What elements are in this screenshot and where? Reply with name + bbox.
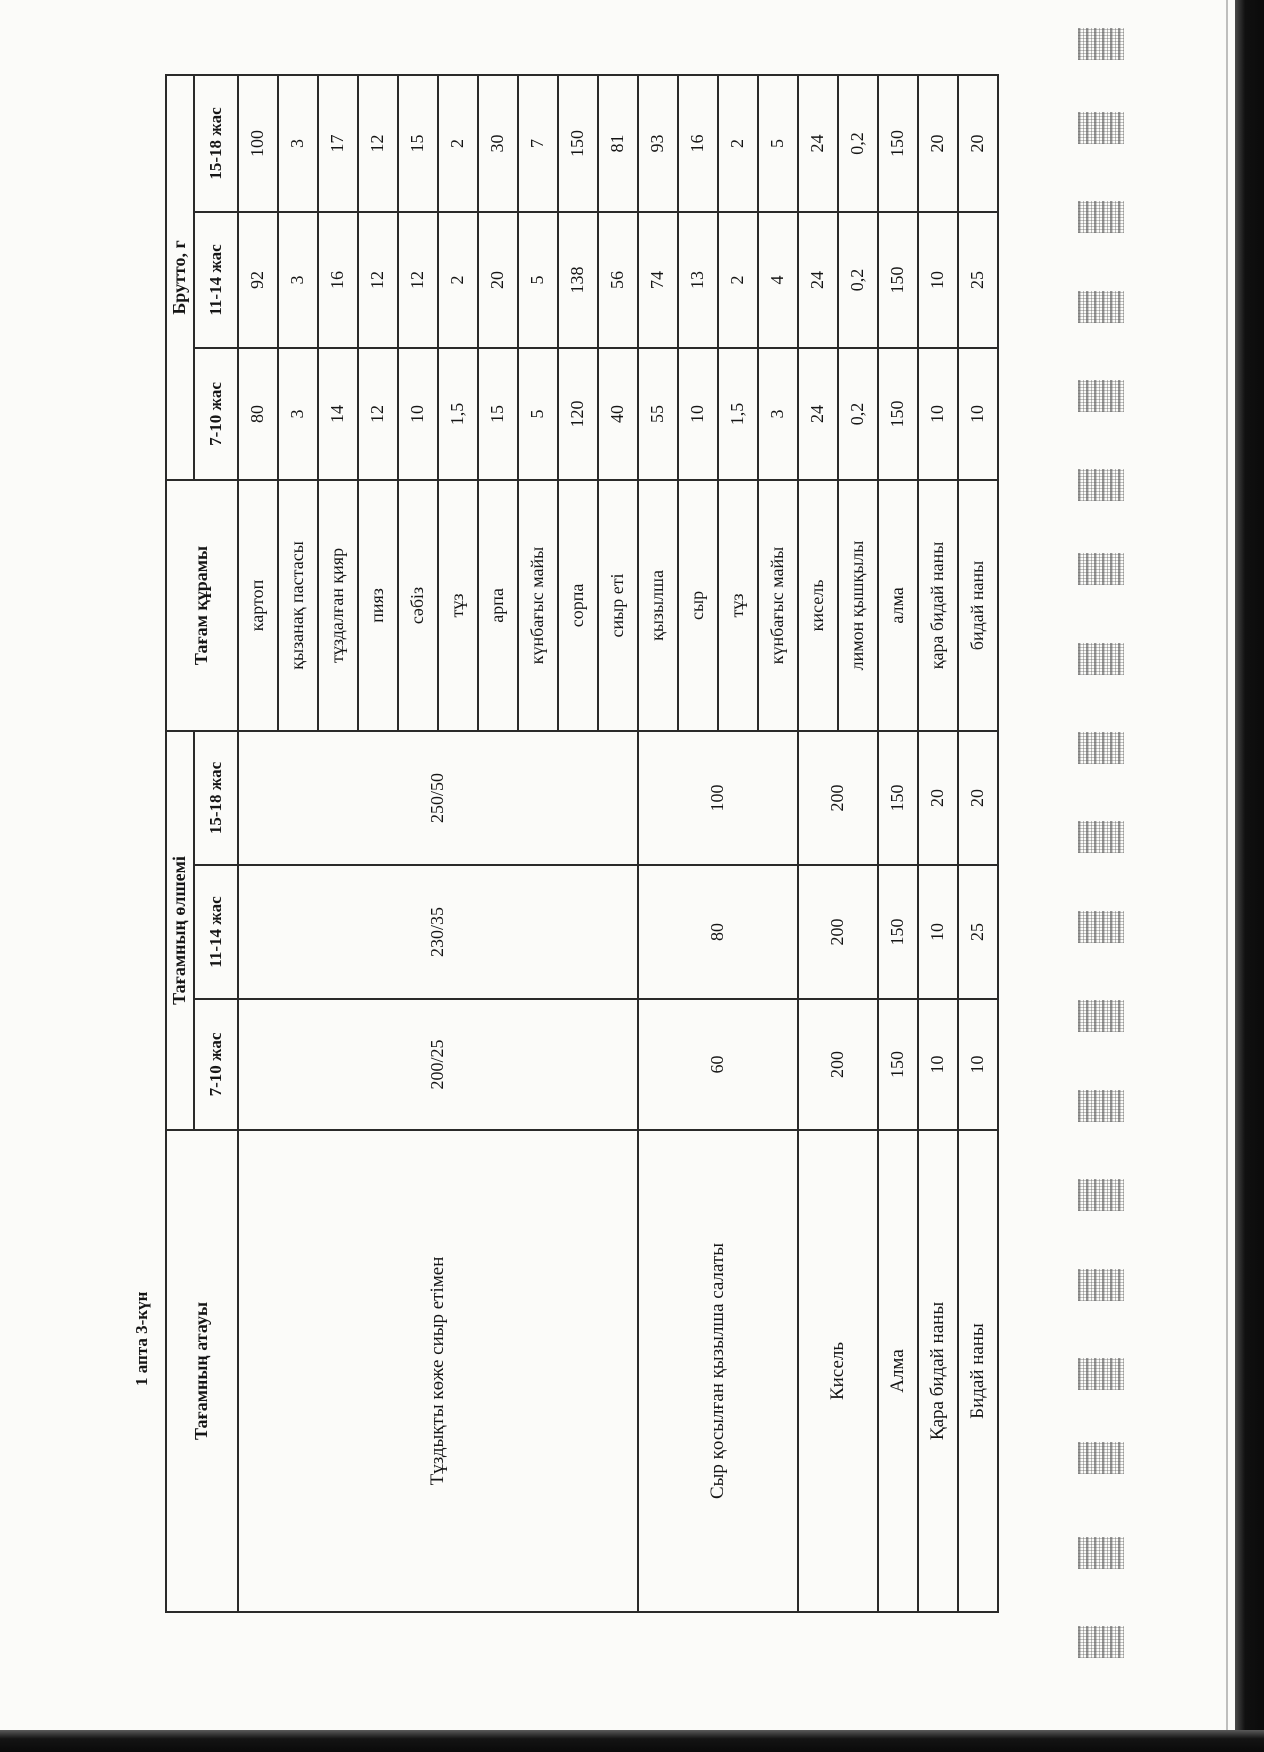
- ingredient-name: сәбіз: [398, 480, 438, 731]
- ingredient-name: күнбағыс майы: [758, 480, 798, 731]
- portion-size: 200: [798, 731, 878, 865]
- brutto-value: 3: [278, 75, 318, 212]
- ingredient-name: қызанақ пастасы: [278, 480, 318, 731]
- header-row: [166, 75, 194, 1612]
- header-brutto-age-7-10: 7-10 жас: [194, 348, 238, 480]
- brutto-value: 25: [958, 212, 998, 348]
- header-composition: Тағам құрамы: [166, 480, 238, 731]
- table-row: [878, 75, 918, 1612]
- binding-mark: [1078, 1358, 1124, 1390]
- ingredient-name: арпа: [478, 480, 518, 731]
- dish-name: Кисель: [798, 1130, 878, 1612]
- ingredient-name: сиыр еті: [598, 480, 638, 731]
- brutto-value: 81: [598, 75, 638, 212]
- brutto-value: 4: [758, 212, 798, 348]
- binding-mark: [1078, 1000, 1124, 1032]
- header-brutto-age-15-18: 15-18 жас: [194, 75, 238, 212]
- binding-mark: [1078, 1626, 1124, 1658]
- dish-name: Сыр қосылған қызылша салаты: [638, 1130, 798, 1612]
- brutto-value: 3: [278, 348, 318, 480]
- portion-size: 200: [798, 999, 878, 1130]
- brutto-value: 2: [438, 212, 478, 348]
- binding-mark: [1078, 291, 1124, 323]
- binding-mark: [1078, 821, 1124, 853]
- brutto-value: 30: [478, 75, 518, 212]
- binding-mark: [1078, 1442, 1124, 1474]
- brutto-value: 0,2: [838, 212, 878, 348]
- ingredient-name: тұздалған қияр: [318, 480, 358, 731]
- binding-mark: [1078, 732, 1124, 764]
- brutto-value: 12: [398, 212, 438, 348]
- ingredient-name: тұз: [438, 480, 478, 731]
- brutto-value: 2: [718, 75, 758, 212]
- brutto-value: 55: [638, 348, 678, 480]
- brutto-value: 10: [958, 348, 998, 480]
- binding-mark: [1078, 1090, 1124, 1122]
- binding-mark: [1078, 28, 1124, 60]
- brutto-value: 20: [478, 212, 518, 348]
- brutto-value: 93: [638, 75, 678, 212]
- dish-name: Тұздықты көже сиыр етімен: [238, 1130, 638, 1612]
- binding-mark: [1078, 112, 1124, 144]
- brutto-value: 92: [238, 212, 278, 348]
- portion-size: 200/25: [238, 999, 638, 1130]
- brutto-value: 13: [678, 212, 718, 348]
- brutto-value: 10: [678, 348, 718, 480]
- brutto-value: 150: [878, 212, 918, 348]
- portion-size: 150: [878, 865, 918, 999]
- brutto-value: 10: [918, 348, 958, 480]
- binding-mark: [1078, 1537, 1124, 1569]
- brutto-value: 5: [518, 348, 558, 480]
- brutto-value: 3: [758, 348, 798, 480]
- ingredient-name: қызылша: [638, 480, 678, 731]
- brutto-value: 24: [798, 348, 838, 480]
- brutto-value: 150: [558, 75, 598, 212]
- portion-size: 25: [958, 865, 998, 999]
- ingredient-name: картоп: [238, 480, 278, 731]
- brutto-value: 0,2: [838, 75, 878, 212]
- header-portion-age-7-10: 7-10 жас: [194, 999, 238, 1130]
- brutto-value: 24: [798, 75, 838, 212]
- binding-mark: [1078, 1179, 1124, 1211]
- brutto-value: 16: [678, 75, 718, 212]
- header-dish-name: Тағамның атауы: [166, 1130, 238, 1612]
- brutto-value: 17: [318, 75, 358, 212]
- brutto-value: 1,5: [438, 348, 478, 480]
- table-row: [638, 75, 678, 1612]
- dish-name: Қара бидай наны: [918, 1130, 958, 1612]
- brutto-value: 74: [638, 212, 678, 348]
- portion-size: 150: [878, 731, 918, 865]
- ingredient-name: бидай наны: [958, 480, 998, 731]
- header-portion-age-15-18: 15-18 жас: [194, 731, 238, 865]
- table-row: [798, 75, 838, 1612]
- portion-size: 80: [638, 865, 798, 999]
- portion-size: 10: [918, 865, 958, 999]
- dish-name: Бидай наны: [958, 1130, 998, 1612]
- portion-size: 10: [918, 999, 958, 1130]
- binding-mark: [1078, 911, 1124, 943]
- brutto-value: 100: [238, 75, 278, 212]
- table-row: [238, 75, 278, 1612]
- brutto-value: 20: [958, 75, 998, 212]
- ingredient-name: күнбағыс майы: [518, 480, 558, 731]
- brutto-value: 0,2: [838, 348, 878, 480]
- brutto-value: 5: [518, 212, 558, 348]
- brutto-value: 56: [598, 212, 638, 348]
- brutto-value: 24: [798, 212, 838, 348]
- header-portion: Тағамның өлшемі: [166, 731, 194, 1130]
- ingredient-name: сорпа: [558, 480, 598, 731]
- page-title: 1 апта 3-күн: [132, 1291, 151, 1386]
- brutto-value: 2: [438, 75, 478, 212]
- header-brutto: Брутто, г: [166, 75, 194, 480]
- brutto-value: 80: [238, 348, 278, 480]
- brutto-value: 15: [398, 75, 438, 212]
- portion-size: 100: [638, 731, 798, 865]
- binding-mark: [1078, 1269, 1124, 1301]
- portion-size: 20: [918, 731, 958, 865]
- menu-body: [238, 75, 998, 1612]
- brutto-value: 20: [918, 75, 958, 212]
- portion-size: 10: [958, 999, 998, 1130]
- brutto-value: 12: [358, 348, 398, 480]
- ingredient-name: кисель: [798, 480, 838, 731]
- brutto-value: 138: [558, 212, 598, 348]
- brutto-value: 40: [598, 348, 638, 480]
- table-row: [958, 75, 998, 1612]
- portion-size: 200: [798, 865, 878, 999]
- portion-size: 250/50: [238, 731, 638, 865]
- dish-name: Алма: [878, 1130, 918, 1612]
- brutto-value: 3: [278, 212, 318, 348]
- brutto-value: 120: [558, 348, 598, 480]
- ingredient-name: қара бидай наны: [918, 480, 958, 731]
- ingredient-name: пияз: [358, 480, 398, 731]
- brutto-value: 15: [478, 348, 518, 480]
- brutto-value: 2: [718, 212, 758, 348]
- brutto-value: 7: [518, 75, 558, 212]
- brutto-value: 10: [918, 212, 958, 348]
- binding-mark: [1078, 643, 1124, 675]
- ingredient-name: лимон қышқылы: [838, 480, 878, 731]
- brutto-value: 14: [318, 348, 358, 480]
- brutto-value: 12: [358, 212, 398, 348]
- header-portion-age-11-14: 11-14 жас: [194, 865, 238, 999]
- table-row: [918, 75, 958, 1612]
- brutto-value: 5: [758, 75, 798, 212]
- scan-edge-right: [1235, 0, 1264, 1752]
- brutto-value: 150: [878, 348, 918, 480]
- scan-edge-bottom: [0, 1730, 1264, 1752]
- brutto-value: 10: [398, 348, 438, 480]
- binding-mark: [1078, 553, 1124, 585]
- ingredient-name: алма: [878, 480, 918, 731]
- portion-size: 230/35: [238, 865, 638, 999]
- portion-size: 20: [958, 731, 998, 865]
- rotated-document: [123, 76, 999, 1613]
- ingredient-name: сыр: [678, 480, 718, 731]
- binding-mark: [1078, 469, 1124, 501]
- scan-edge-line: [1226, 0, 1228, 1730]
- brutto-value: 12: [358, 75, 398, 212]
- binding-mark: [1078, 380, 1124, 412]
- binding-mark: [1078, 201, 1124, 233]
- portion-size: 60: [638, 999, 798, 1130]
- menu-table: [165, 74, 999, 1613]
- brutto-value: 1,5: [718, 348, 758, 480]
- header-brutto-age-11-14: 11-14 жас: [194, 212, 238, 348]
- brutto-value: 16: [318, 212, 358, 348]
- portion-size: 150: [878, 999, 918, 1130]
- brutto-value: 150: [878, 75, 918, 212]
- ingredient-name: тұз: [718, 480, 758, 731]
